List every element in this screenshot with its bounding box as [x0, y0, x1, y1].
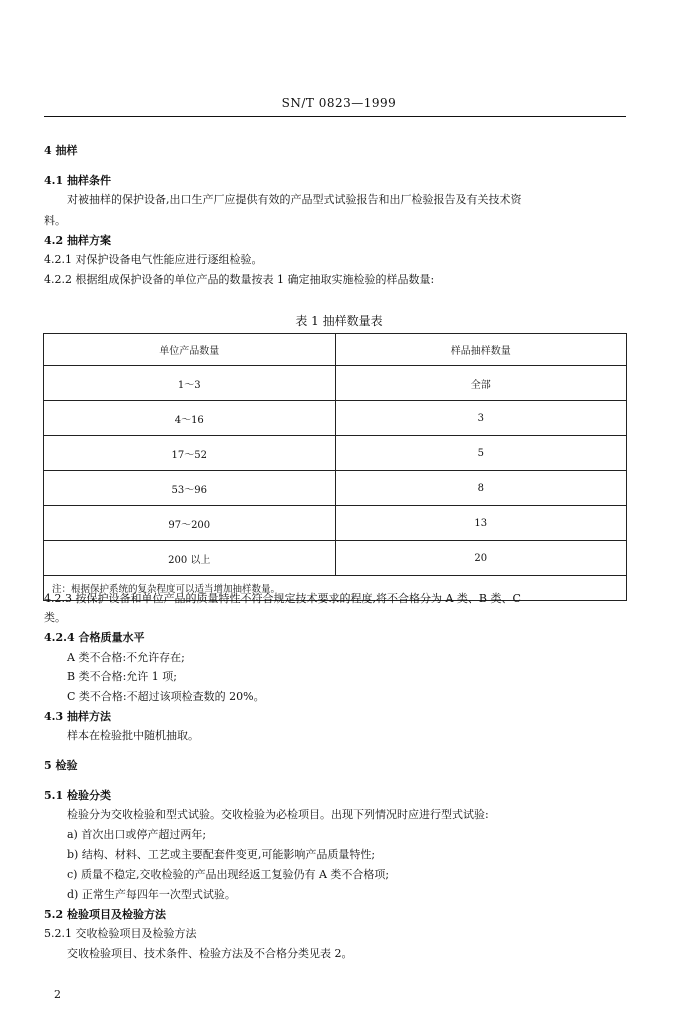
table-header-unit-quantity: 单位产品数量 [44, 334, 336, 366]
table-cell: 5 [335, 436, 627, 471]
page-number: 2 [54, 988, 61, 1001]
table-cell: 20 [335, 541, 627, 576]
section-4-2-2-text: 4.2.2 根据组成保护设备的单位产品的数量按表 1 确定抽取实施检验的样品数量: [44, 273, 435, 286]
section-4-heading: 4 抽样 [44, 144, 78, 157]
section-4-2-3-text-line2: 类。 [44, 611, 66, 624]
section-4-2-3-text-line1: 4.2.3 按保护设备和单位产品的质量特性不符合规定技术要求的程度,将不合格分为 A 类、B 类、C [44, 592, 521, 605]
section-4-2-4-heading: 4.2.4 合格质量水平 [44, 631, 145, 644]
section-5-1-item-a: a) 首次出口或停产超过两年; [67, 828, 207, 841]
table-1-title: 表 1 抽样数量表 [295, 314, 383, 328]
section-5-1-text: 检验分为交收检验和型式试验。交收检验为必检项目。出现下列情况时应进行型式试验: [67, 808, 489, 821]
table-header-row [44, 334, 627, 366]
acceptance-class-c: C 类不合格:不超过该项检查数的 20%。 [67, 690, 265, 703]
sampling-table [43, 333, 627, 601]
section-4-1-text-line2: 料。 [44, 214, 66, 227]
section-5-2-1-heading: 5.2.1 交收检验项目及检验方法 [44, 927, 197, 940]
header-rule [44, 116, 626, 117]
section-4-2-heading: 4.2 抽样方案 [44, 234, 111, 247]
table-cell: 8 [335, 471, 627, 506]
section-5-1-item-d: d) 正常生产每四年一次型式试验。 [67, 888, 236, 901]
acceptance-class-a: A 类不合格:不允许存在; [67, 651, 185, 664]
table-cell: 4～16 [44, 401, 336, 436]
table-row [44, 541, 627, 576]
section-5-2-1-text: 交收检验项目、技术条件、检验方法及不合格分类见表 2。 [67, 947, 353, 960]
table-cell: 200 以上 [44, 541, 336, 576]
section-5-1-item-b: b) 结构、材料、工艺或主要配套件变更,可能影响产品质量特性; [67, 848, 376, 861]
table-cell: 97～200 [44, 506, 336, 541]
table-row [44, 506, 627, 541]
acceptance-class-b: B 类不合格:允许 1 项; [67, 670, 177, 683]
table-cell: 53～96 [44, 471, 336, 506]
table-cell: 3 [335, 401, 627, 436]
table-cell: 17～52 [44, 436, 336, 471]
section-5-heading: 5 检验 [44, 759, 78, 772]
table-cell: 13 [335, 506, 627, 541]
table-cell: 全部 [335, 366, 627, 401]
table-note: 注：根据保护系统的复杂程度可以适当增加抽样数量。 [44, 576, 627, 601]
section-5-1-item-c: c) 质量不稳定,交收检验的产品出现经返工复验仍有 A 类不合格项; [67, 868, 390, 881]
table-row [44, 401, 627, 436]
section-4-2-1-text: 4.2.1 对保护设备电气性能应进行逐组检验。 [44, 253, 263, 266]
table-row [44, 366, 627, 401]
document-header-code: SN/T 0823—1999 [281, 96, 397, 110]
table-cell: 1～3 [44, 366, 336, 401]
table-row [44, 471, 627, 506]
table-header-sample-quantity: 样品抽样数量 [335, 334, 627, 366]
section-5-2-heading: 5.2 检验项目及检验方法 [44, 908, 166, 921]
section-5-1-heading: 5.1 检验分类 [44, 789, 111, 802]
section-4-1-text-line1: 对被抽样的保护设备,出口生产厂应提供有效的产品型式试验报告和出厂检验报告及有关技术资 [67, 193, 522, 206]
section-4-3-heading: 4.3 抽样方法 [44, 710, 111, 723]
table-row [44, 436, 627, 471]
section-4-1-heading: 4.1 抽样条件 [44, 174, 111, 187]
section-4-3-text: 样本在检验批中随机抽取。 [67, 729, 199, 742]
